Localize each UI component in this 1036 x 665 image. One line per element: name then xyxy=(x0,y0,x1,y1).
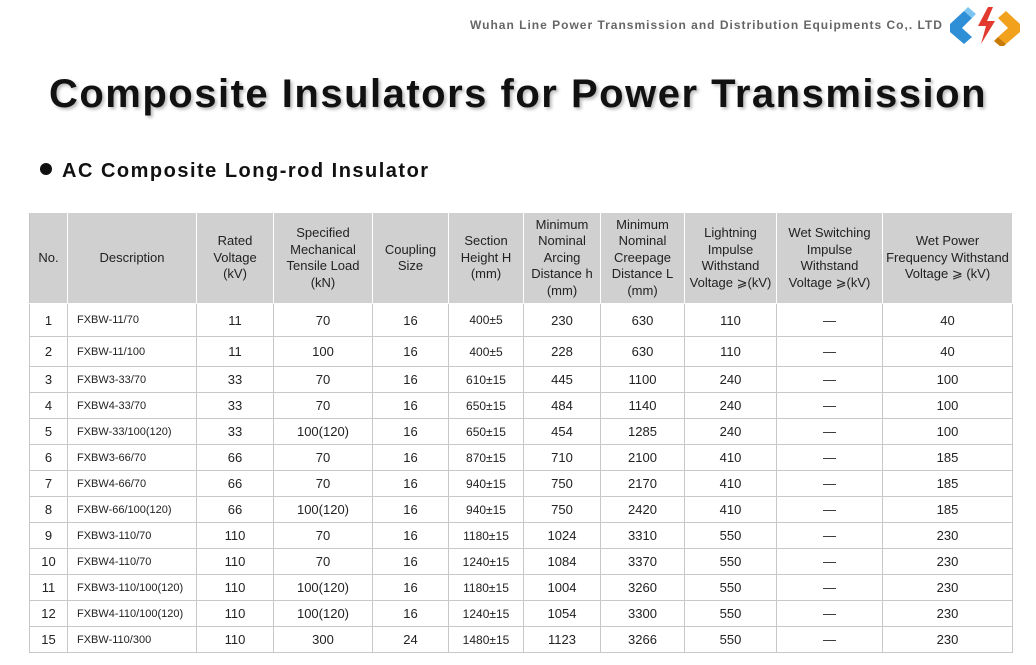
header-coupling-size: Coupling Size xyxy=(373,213,449,304)
cell-creepage-distance: 2420 xyxy=(601,497,685,523)
cell-lightning-impulse: 110 xyxy=(685,304,777,337)
cell-no: 7 xyxy=(30,471,68,497)
table-row xyxy=(30,549,1013,575)
cell-arcing-distance: 228 xyxy=(524,337,601,367)
cell-tensile-load: 100(120) xyxy=(274,575,373,601)
cell-no: 11 xyxy=(30,575,68,601)
table-row xyxy=(30,445,1013,471)
cell-arcing-distance: 710 xyxy=(524,445,601,471)
cell-description: FXBW-11/70 xyxy=(68,304,197,337)
header-rated-voltage: Rated Voltage (kV) xyxy=(197,213,274,304)
cell-description: FXBW3-33/70 xyxy=(68,367,197,393)
cell-no: 15 xyxy=(30,627,68,653)
cell-lightning-impulse: 550 xyxy=(685,523,777,549)
cell-coupling-size: 16 xyxy=(373,471,449,497)
table-row xyxy=(30,497,1013,523)
cell-no: 1 xyxy=(30,304,68,337)
table-body xyxy=(30,304,1013,653)
table-row xyxy=(30,575,1013,601)
cell-description: FXBW-66/100(120) xyxy=(68,497,197,523)
cell-arcing-distance: 230 xyxy=(524,304,601,337)
cell-no: 2 xyxy=(30,337,68,367)
cell-creepage-distance: 3260 xyxy=(601,575,685,601)
cell-wet-power-frequency: 185 xyxy=(883,445,1013,471)
cell-lightning-impulse: 240 xyxy=(685,367,777,393)
cell-lightning-impulse: 240 xyxy=(685,419,777,445)
cell-coupling-size: 16 xyxy=(373,445,449,471)
cell-rated-voltage: 110 xyxy=(197,627,274,653)
cell-section-height: 610±15 xyxy=(449,367,524,393)
cell-wet-power-frequency: 100 xyxy=(883,419,1013,445)
cell-coupling-size: 16 xyxy=(373,367,449,393)
cell-wet-power-frequency: 100 xyxy=(883,393,1013,419)
cell-rated-voltage: 110 xyxy=(197,575,274,601)
cell-coupling-size: 16 xyxy=(373,523,449,549)
cell-section-height: 940±15 xyxy=(449,497,524,523)
cell-tensile-load: 100(120) xyxy=(274,419,373,445)
cell-tensile-load: 70 xyxy=(274,393,373,419)
table-row xyxy=(30,419,1013,445)
header-wet-switching: Wet Switching Impulse Withstand Voltage ⩾(kV) xyxy=(777,213,883,304)
table-row xyxy=(30,337,1013,367)
cell-section-height: 1240±15 xyxy=(449,549,524,575)
cell-coupling-size: 16 xyxy=(373,601,449,627)
cell-section-height: 1180±15 xyxy=(449,523,524,549)
header-no: No. xyxy=(30,213,68,304)
cell-tensile-load: 100(120) xyxy=(274,497,373,523)
section-title: AC Composite Long-rod Insulator xyxy=(62,160,430,182)
cell-rated-voltage: 110 xyxy=(197,601,274,627)
cell-wet-power-frequency: 40 xyxy=(883,337,1013,367)
cell-rated-voltage: 33 xyxy=(197,419,274,445)
cell-coupling-size: 16 xyxy=(373,497,449,523)
cell-rated-voltage: 11 xyxy=(197,304,274,337)
cell-arcing-distance: 445 xyxy=(524,367,601,393)
cell-tensile-load: 70 xyxy=(274,549,373,575)
header-lightning-impulse: Lightning Impulse Withstand Voltage ⩾(kV) xyxy=(685,213,777,304)
cell-wet-power-frequency: 185 xyxy=(883,497,1013,523)
cell-creepage-distance: 2170 xyxy=(601,471,685,497)
cell-description: FXBW4-33/70 xyxy=(68,393,197,419)
table-row xyxy=(30,627,1013,653)
cell-tensile-load: 100(120) xyxy=(274,601,373,627)
cell-section-height: 1480±15 xyxy=(449,627,524,653)
cell-wet-power-frequency: 230 xyxy=(883,549,1013,575)
cell-wet-switching: — xyxy=(777,627,883,653)
cell-rated-voltage: 110 xyxy=(197,549,274,575)
table-row xyxy=(30,471,1013,497)
cell-description: FXBW-110/300 xyxy=(68,627,197,653)
company-logo xyxy=(948,4,1022,46)
cell-creepage-distance: 1285 xyxy=(601,419,685,445)
cell-description: FXBW-11/100 xyxy=(68,337,197,367)
page-title: Composite Insulators for Power Transmission xyxy=(48,72,987,116)
cell-no: 8 xyxy=(30,497,68,523)
cell-description: FXBW3-110/70 xyxy=(68,523,197,549)
cell-lightning-impulse: 550 xyxy=(685,575,777,601)
cell-wet-power-frequency: 230 xyxy=(883,627,1013,653)
cell-coupling-size: 16 xyxy=(373,304,449,337)
bullet-icon xyxy=(40,163,52,175)
table-row xyxy=(30,367,1013,393)
cell-wet-switching: — xyxy=(777,549,883,575)
cell-no: 9 xyxy=(30,523,68,549)
cell-lightning-impulse: 410 xyxy=(685,445,777,471)
cell-creepage-distance: 1100 xyxy=(601,367,685,393)
header-arcing-distance: Minimum Nominal Arcing Distance h (mm) xyxy=(524,213,601,304)
cell-wet-switching: — xyxy=(777,575,883,601)
cell-description: FXBW3-110/100(120) xyxy=(68,575,197,601)
cell-rated-voltage: 110 xyxy=(197,523,274,549)
cell-wet-power-frequency: 230 xyxy=(883,601,1013,627)
table-header-row xyxy=(30,213,1013,304)
cell-no: 6 xyxy=(30,445,68,471)
table-row xyxy=(30,601,1013,627)
cell-creepage-distance: 3266 xyxy=(601,627,685,653)
header-section-height: Section Height H (mm) xyxy=(449,213,524,304)
cell-arcing-distance: 1054 xyxy=(524,601,601,627)
cell-coupling-size: 16 xyxy=(373,549,449,575)
cell-arcing-distance: 1024 xyxy=(524,523,601,549)
cell-tensile-load: 70 xyxy=(274,471,373,497)
cell-rated-voltage: 33 xyxy=(197,367,274,393)
cell-coupling-size: 16 xyxy=(373,337,449,367)
header-wet-power-frequency: Wet Power Frequency Withstand Voltage ⩾ (kV) xyxy=(883,213,1013,304)
cell-section-height: 650±15 xyxy=(449,393,524,419)
cell-description: FXBW4-110/100(120) xyxy=(68,601,197,627)
cell-description: FXBW3-66/70 xyxy=(68,445,197,471)
cell-tensile-load: 300 xyxy=(274,627,373,653)
cell-wet-power-frequency: 185 xyxy=(883,471,1013,497)
cell-wet-power-frequency: 40 xyxy=(883,304,1013,337)
cell-arcing-distance: 750 xyxy=(524,471,601,497)
cell-tensile-load: 70 xyxy=(274,445,373,471)
cell-arcing-distance: 1004 xyxy=(524,575,601,601)
cell-tensile-load: 70 xyxy=(274,523,373,549)
cell-lightning-impulse: 410 xyxy=(685,497,777,523)
cell-no: 5 xyxy=(30,419,68,445)
cell-lightning-impulse: 240 xyxy=(685,393,777,419)
cell-lightning-impulse: 550 xyxy=(685,601,777,627)
cell-wet-switching: — xyxy=(777,337,883,367)
cell-arcing-distance: 484 xyxy=(524,393,601,419)
cell-creepage-distance: 3300 xyxy=(601,601,685,627)
cell-coupling-size: 24 xyxy=(373,627,449,653)
cell-wet-switching: — xyxy=(777,393,883,419)
cell-lightning-impulse: 550 xyxy=(685,549,777,575)
cell-wet-switching: — xyxy=(777,445,883,471)
cell-no: 3 xyxy=(30,367,68,393)
cell-creepage-distance: 3310 xyxy=(601,523,685,549)
cell-description: FXBW4-110/70 xyxy=(68,549,197,575)
cell-wet-switching: — xyxy=(777,601,883,627)
cell-section-height: 400±5 xyxy=(449,337,524,367)
cell-coupling-size: 16 xyxy=(373,419,449,445)
cell-lightning-impulse: 410 xyxy=(685,471,777,497)
cell-creepage-distance: 630 xyxy=(601,337,685,367)
cell-tensile-load: 100 xyxy=(274,337,373,367)
cell-no: 4 xyxy=(30,393,68,419)
cell-no: 12 xyxy=(30,601,68,627)
cell-rated-voltage: 33 xyxy=(197,393,274,419)
cell-wet-switching: — xyxy=(777,471,883,497)
cell-wet-switching: — xyxy=(777,523,883,549)
cell-wet-power-frequency: 100 xyxy=(883,367,1013,393)
cell-creepage-distance: 2100 xyxy=(601,445,685,471)
section-heading xyxy=(40,160,430,183)
cell-arcing-distance: 454 xyxy=(524,419,601,445)
cell-tensile-load: 70 xyxy=(274,367,373,393)
cell-section-height: 870±15 xyxy=(449,445,524,471)
cell-description: FXBW-33/100(120) xyxy=(68,419,197,445)
cell-creepage-distance: 1140 xyxy=(601,393,685,419)
cell-tensile-load: 70 xyxy=(274,304,373,337)
cell-creepage-distance: 630 xyxy=(601,304,685,337)
cell-section-height: 1240±15 xyxy=(449,601,524,627)
cell-section-height: 400±5 xyxy=(449,304,524,337)
cell-wet-switching: — xyxy=(777,497,883,523)
cell-lightning-impulse: 550 xyxy=(685,627,777,653)
cell-arcing-distance: 1084 xyxy=(524,549,601,575)
cell-coupling-size: 16 xyxy=(373,575,449,601)
cell-section-height: 650±15 xyxy=(449,419,524,445)
company-name: Wuhan Line Power Transmission and Distribution Equipments Co,. LTD xyxy=(470,18,943,32)
spec-table xyxy=(29,212,1013,653)
header-creepage-distance: Minimum Nominal Creepage Distance L (mm) xyxy=(601,213,685,304)
cell-description: FXBW4-66/70 xyxy=(68,471,197,497)
cell-rated-voltage: 66 xyxy=(197,497,274,523)
table-row xyxy=(30,304,1013,337)
table-row xyxy=(30,523,1013,549)
cell-wet-power-frequency: 230 xyxy=(883,523,1013,549)
cell-coupling-size: 16 xyxy=(373,393,449,419)
cell-arcing-distance: 1123 xyxy=(524,627,601,653)
header-tensile-load: Specified Mechanical Tensile Load (kN) xyxy=(274,213,373,304)
cell-wet-switching: — xyxy=(777,304,883,337)
cell-creepage-distance: 3370 xyxy=(601,549,685,575)
cell-rated-voltage: 66 xyxy=(197,471,274,497)
cell-wet-switching: — xyxy=(777,419,883,445)
cell-no: 10 xyxy=(30,549,68,575)
cell-lightning-impulse: 110 xyxy=(685,337,777,367)
cell-rated-voltage: 11 xyxy=(197,337,274,367)
cell-arcing-distance: 750 xyxy=(524,497,601,523)
cell-wet-switching: — xyxy=(777,367,883,393)
cell-section-height: 940±15 xyxy=(449,471,524,497)
table-row xyxy=(30,393,1013,419)
header-description: Description xyxy=(68,213,197,304)
cell-rated-voltage: 66 xyxy=(197,445,274,471)
cell-section-height: 1180±15 xyxy=(449,575,524,601)
cell-wet-power-frequency: 230 xyxy=(883,575,1013,601)
